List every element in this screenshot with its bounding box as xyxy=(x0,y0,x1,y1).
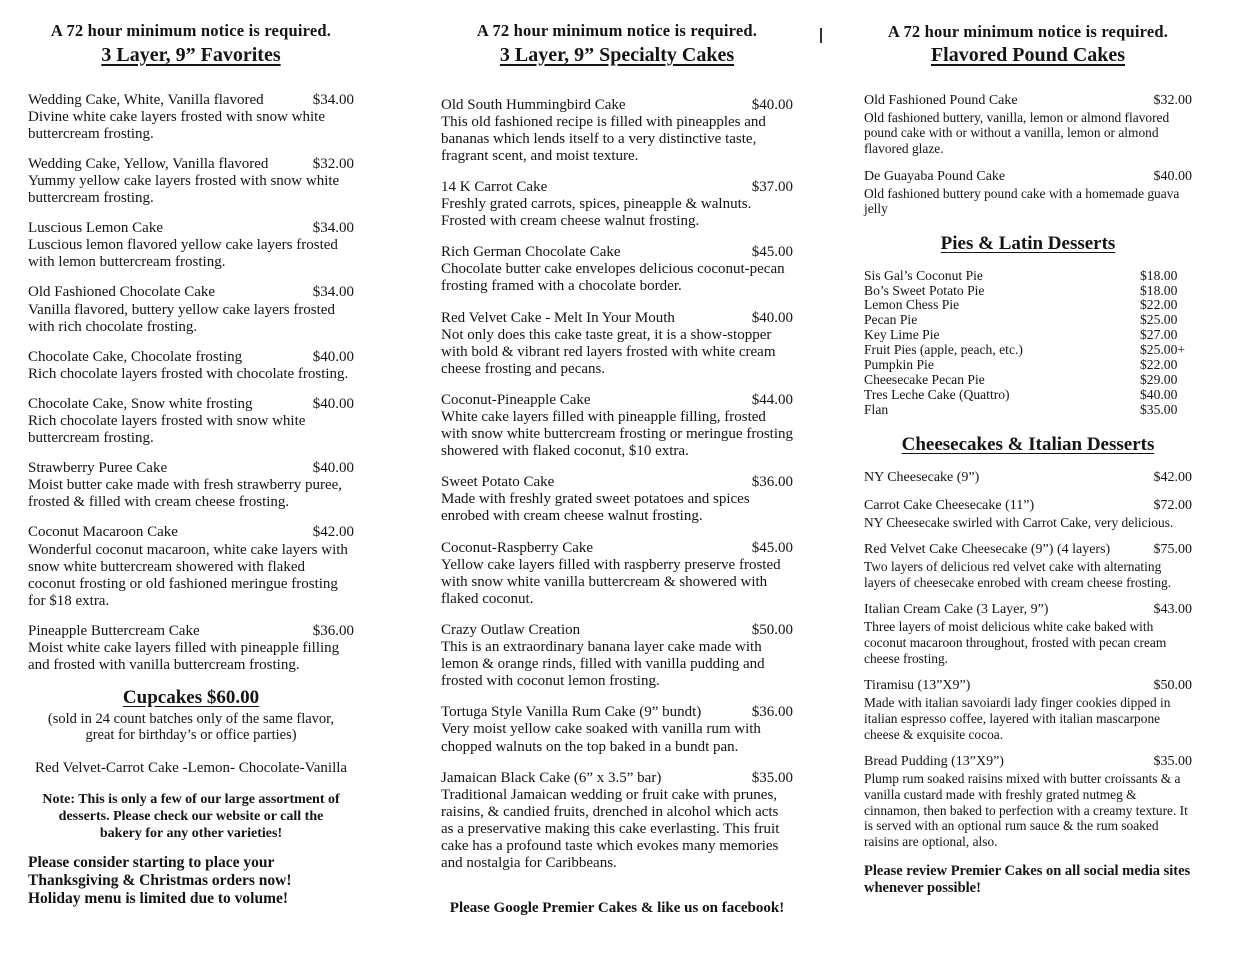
item-desc: White cake layers filled with pineapple filling, frosted with snow white buttercream frosting or meringue frosting showered with flaked coconut, $10 extra. xyxy=(441,409,794,460)
item-price: $45.00 xyxy=(751,244,793,261)
item-desc: Two layers of delicious red velvet cake with alternating layers of cheesecake enrobed with cream cheese frosting. xyxy=(864,558,1172,590)
menu-item xyxy=(864,358,1192,373)
item-row xyxy=(864,284,1192,299)
item-desc: This old fashioned recipe is filled with pineapples and bananas which lends itself to a very distinctive taste, fragrant scent, and moist texture. xyxy=(441,113,766,164)
pound-cakes-list xyxy=(864,93,1192,217)
item-desc: Old fashioned buttery pound cake with a homemade guava jelly xyxy=(864,185,1180,217)
specialty-list xyxy=(441,97,793,873)
menu-item xyxy=(441,704,793,755)
item-row xyxy=(864,93,1192,110)
menu-item xyxy=(864,602,1192,666)
item-price: $25.00+ xyxy=(1140,342,1186,358)
item-name: Coconut-Raspberry Cake xyxy=(441,539,594,556)
item-price: $36.00 xyxy=(751,704,793,721)
item-desc: Plump rum soaked raisins mixed with butter croissants & a vanilla custard made with freshly grated nutmeg & cinnamon, then baked to perfection with a creamy texture. It is served with an optional rum sauce & the rum soaked raisins are optional, also. xyxy=(864,770,1188,850)
item-row xyxy=(864,542,1192,559)
notice-text: A 72 hour minimum notice is required. xyxy=(476,21,758,40)
item-row xyxy=(28,349,354,366)
cupcakes-heading: Cupcakes $60.00 xyxy=(122,687,260,709)
item-name: De Guayaba Pound Cake xyxy=(864,169,1006,185)
cheesecakes-list xyxy=(864,470,1192,850)
item-price: $40.00 xyxy=(312,395,354,412)
item-price: $40.00 xyxy=(1140,387,1178,403)
item-row xyxy=(864,403,1192,418)
menu-item xyxy=(441,244,793,295)
item-desc: Freshly grated carrots, spices, pineapple & walnuts. Frosted with cream cheese walnut frosting. xyxy=(441,196,752,230)
item-row xyxy=(28,460,354,477)
item-name: Cheesecake Pecan Pie xyxy=(864,372,985,388)
item-price: $40.00 xyxy=(312,460,354,477)
item-desc: Chocolate butter cake envelopes delicious coconut-pecan frosting framed with a chocolate border. xyxy=(441,261,785,295)
assortment-note: Note: This is only a few of our large assortment of desserts. Please check our website or call the bakery for any other varieties! xyxy=(42,792,340,841)
item-price: $35.00 xyxy=(751,769,793,786)
item-price: $40.00 xyxy=(751,96,793,113)
item-name: Italian Cream Cake (3 Layer, 9”) xyxy=(864,602,1049,618)
item-row xyxy=(864,169,1192,186)
item-price: $50.00 xyxy=(1153,678,1192,694)
item-desc: Luscious lemon flavored yellow cake layers frosted with lemon buttercream frosting. xyxy=(28,237,338,271)
item-name: Red Velvet Cake Cheesecake (9”) (4 layers) xyxy=(864,542,1111,558)
column-pound-pies-cheesecakes xyxy=(864,22,1192,960)
menu-item xyxy=(864,678,1192,742)
item-price: $35.00 xyxy=(1140,402,1178,418)
item-price: $37.00 xyxy=(751,178,793,195)
menu-item xyxy=(864,328,1192,343)
facebook-note: Please Google Premier Cakes & like us on facebook! xyxy=(449,900,785,917)
item-row xyxy=(441,179,793,196)
item-row xyxy=(864,328,1192,343)
item-name: Chocolate Cake, Chocolate frosting xyxy=(28,348,243,365)
pound-cakes-heading: Flavored Pound Cakes xyxy=(930,44,1126,67)
item-name: Jamaican Black Cake (6” x 3.5” bar) xyxy=(441,769,662,786)
favorites-list xyxy=(28,92,354,675)
menu-item xyxy=(864,498,1192,530)
cupcakes-flavors: Red Velvet-Carrot Cake -Lemon- Chocolate-Vanilla xyxy=(34,759,348,776)
item-row xyxy=(28,623,354,640)
item-row xyxy=(441,540,793,557)
menu-item xyxy=(864,754,1192,850)
item-name: Strawberry Puree Cake xyxy=(28,460,168,477)
menu-item xyxy=(441,622,793,690)
menu-item xyxy=(864,313,1192,328)
menu-item xyxy=(864,298,1192,313)
item-desc: Rich chocolate layers frosted with snow white buttercream frosting. xyxy=(28,413,306,447)
menu-item xyxy=(441,179,793,230)
item-desc: Yellow cake layers filled with raspberry preserve frosted with snow white vanilla buttercream & showered with flaked coconut. xyxy=(441,556,781,607)
item-row xyxy=(441,392,793,409)
item-name: Coconut-Pineapple Cake xyxy=(441,391,591,408)
item-price: $29.00 xyxy=(1140,372,1178,388)
column-favorites xyxy=(28,22,354,960)
item-price: $36.00 xyxy=(751,474,793,491)
menu-item xyxy=(28,92,354,143)
item-name: Fruit Pies (apple, peach, etc.) xyxy=(864,342,1023,358)
item-price: $34.00 xyxy=(312,91,354,108)
item-desc: Rich chocolate layers frosted with chocolate frosting. xyxy=(28,365,349,382)
item-row xyxy=(864,373,1192,388)
item-price: $32.00 xyxy=(1153,93,1192,109)
menu-item xyxy=(28,623,354,674)
item-name: Lemon Chess Pie xyxy=(864,297,960,313)
holiday-line-2: Holiday menu is limited due to volume! xyxy=(28,890,289,908)
item-row xyxy=(864,470,1192,487)
item-price: $32.00 xyxy=(312,155,354,172)
menu-item xyxy=(864,343,1192,358)
cupcakes-subtitle: (sold in 24 count batches only of the same flavor, great for birthday’s or office parties) xyxy=(47,710,335,744)
item-price: $50.00 xyxy=(751,621,793,638)
item-price: $18.00 xyxy=(1140,282,1178,298)
item-row xyxy=(864,298,1192,313)
item-price: $43.00 xyxy=(1153,602,1192,618)
item-price: $40.00 xyxy=(1153,169,1192,185)
item-row xyxy=(864,343,1192,358)
item-name: Wedding Cake, White, Vanilla flavored xyxy=(28,91,264,108)
menu-item xyxy=(441,97,793,165)
item-row xyxy=(441,474,793,491)
holiday-note xyxy=(28,854,354,907)
item-price: $27.00 xyxy=(1140,327,1178,343)
item-name: Tortuga Style Vanilla Rum Cake (9” bundt) xyxy=(441,704,702,721)
menu-item xyxy=(28,220,354,271)
item-name: Old Fashioned Pound Cake xyxy=(864,93,1018,109)
item-row xyxy=(864,358,1192,373)
item-price: $75.00 xyxy=(1153,542,1192,558)
holiday-line-1: Please consider starting to place your Thanksgiving & Christmas orders now! xyxy=(28,854,292,890)
item-row xyxy=(864,754,1192,771)
column-specialty xyxy=(441,22,793,960)
item-name: Flan xyxy=(864,402,889,418)
item-name: NY Cheesecake (9”) xyxy=(864,469,980,485)
menu-item xyxy=(28,460,354,511)
menu-item xyxy=(441,770,793,873)
item-desc: Divine white cake layers frosted with snow white buttercream frosting. xyxy=(28,108,326,142)
pies-heading: Pies & Latin Desserts xyxy=(940,233,1116,255)
item-desc: Yummy yellow cake layers frosted with snow white buttercream frosting. xyxy=(28,172,340,207)
menu-item xyxy=(864,93,1192,157)
item-name: Chocolate Cake, Snow white frosting xyxy=(28,395,253,412)
cheesecakes-heading: Cheesecakes & Italian Desserts xyxy=(901,434,1155,456)
item-desc: Not only does this cake taste great, it is a show-stopper with bold & vibrant red layers frosted with white cream cheese frosting and pecans. xyxy=(441,326,776,377)
item-desc: Moist white cake layers filled with pineapple filling and frosted with vanilla buttercream frosting. xyxy=(28,640,340,674)
menu-item xyxy=(864,542,1192,590)
notice-text: A 72 hour minimum notice is required. xyxy=(50,21,332,40)
item-row xyxy=(441,310,793,327)
item-price: $35.00 xyxy=(1153,754,1192,770)
menu-item xyxy=(441,310,793,378)
item-row xyxy=(441,704,793,721)
item-desc: This is an extraordinary banana layer cake made with lemon & orange rinds, filled with vanilla pudding and frosted with coconut lemon frosting. xyxy=(441,639,765,690)
item-name: Rich German Chocolate Cake xyxy=(441,244,621,261)
item-row xyxy=(864,678,1192,695)
item-desc: Wonderful coconut macaroon, white cake layers with snow white buttercream showered with flaked coconut frosting or old fashioned meringue frosting for $18 extra. xyxy=(28,541,348,609)
favorites-heading: 3 Layer, 9” Favorites xyxy=(101,43,281,66)
item-row xyxy=(28,220,354,237)
menu-item xyxy=(28,156,354,207)
item-price: $34.00 xyxy=(312,220,354,237)
item-price: $18.00 xyxy=(1140,267,1178,283)
item-desc: Moist butter cake made with fresh strawberry puree, frosted & filled with cream cheese frosting. xyxy=(28,477,343,511)
menu-item xyxy=(28,284,354,335)
item-row xyxy=(28,284,354,301)
item-name: Bo’s Sweet Potato Pie xyxy=(864,282,985,298)
item-desc: Made with freshly grated sweet potatoes and spices enrobed with cream cheese walnut frosting. xyxy=(441,491,750,525)
item-row xyxy=(864,498,1192,515)
menu-item xyxy=(864,388,1192,403)
menu-item xyxy=(441,392,793,460)
item-name: 14 K Carrot Cake xyxy=(441,178,548,195)
item-row xyxy=(28,396,354,413)
menu-item xyxy=(28,396,354,447)
item-name: Wedding Cake, Yellow, Vanilla flavored xyxy=(28,155,269,172)
item-name: Carrot Cake Cheesecake (11”) xyxy=(864,498,1035,514)
item-price: $44.00 xyxy=(751,391,793,408)
item-name: Pumpkin Pie xyxy=(864,357,934,373)
item-name: Key Lime Pie xyxy=(864,327,940,343)
item-row xyxy=(441,97,793,114)
item-price: $40.00 xyxy=(312,348,354,365)
item-name: Pecan Pie xyxy=(864,312,918,328)
item-row xyxy=(864,269,1192,284)
menu-item xyxy=(864,284,1192,299)
item-price: $22.00 xyxy=(1140,357,1178,373)
item-price: $72.00 xyxy=(1153,498,1192,514)
item-name: Crazy Outlaw Creation xyxy=(441,621,581,638)
item-price: $42.00 xyxy=(312,524,354,541)
item-name: Sis Gal’s Coconut Pie xyxy=(864,267,983,283)
item-row xyxy=(864,602,1192,619)
item-name: Bread Pudding (13”X9”) xyxy=(864,754,1004,770)
item-name: Tiramisu (13”X9”) xyxy=(864,678,971,694)
menu-item xyxy=(864,169,1192,217)
item-row xyxy=(28,92,354,109)
item-name: Old South Hummingbird Cake xyxy=(441,96,626,113)
item-name: Red Velvet Cake - Melt In Your Mouth xyxy=(441,309,675,326)
item-desc: Very moist yellow cake soaked with vanilla rum with chopped walnuts on the top baked in a bundt pan. xyxy=(441,721,761,755)
item-desc: Three layers of moist delicious white cake baked with coconut macaroon throughout, frosted with pecan cream cheese frosting. xyxy=(864,619,1167,666)
item-name: Coconut Macaroon Cake xyxy=(28,524,178,541)
item-price: $42.00 xyxy=(1153,469,1192,485)
notice-text: A 72 hour minimum notice is required. xyxy=(887,22,1169,41)
item-name: Sweet Potato Cake xyxy=(441,474,555,491)
menu-item xyxy=(441,474,793,525)
item-row xyxy=(441,244,793,261)
menu-item xyxy=(28,524,354,609)
pies-list xyxy=(864,269,1192,419)
item-name: Luscious Lemon Cake xyxy=(28,220,163,237)
menu-item xyxy=(864,269,1192,284)
item-desc: Old fashioned buttery, vanilla, lemon or almond flavored pound cake with or without a vanilla, lemon or almond flavored glaze. xyxy=(864,109,1170,157)
specialty-heading: 3 Layer, 9” Specialty Cakes xyxy=(499,43,735,66)
item-name: Old Fashioned Chocolate Cake xyxy=(28,284,216,301)
item-desc: NY Cheesecake swirled with Carrot Cake, very delicious. xyxy=(864,514,1174,530)
item-desc: Vanilla flavored, buttery yellow cake layers frosted with rich chocolate frosting. xyxy=(28,301,335,335)
item-name: Tres Leche Cake (Quattro) xyxy=(864,387,1010,403)
menu-item xyxy=(441,540,793,608)
item-row xyxy=(864,313,1192,328)
item-row xyxy=(28,156,354,173)
item-desc: Traditional Jamaican wedding or fruit cake with prunes, raisins, & candied fruits, drenched in alcohol which acts as a preservative making this cake everlasting. This fruit cake has a profound taste which evokes many memories and nostalgia for Caribbeans. xyxy=(441,786,780,872)
menu-item xyxy=(864,373,1192,388)
item-row xyxy=(864,388,1192,403)
item-price: $45.00 xyxy=(751,539,793,556)
social-media-note: Please review Premier Cakes on all social media sites whenever possible! xyxy=(864,862,1191,897)
menu-item xyxy=(28,349,354,383)
item-row xyxy=(441,770,793,787)
item-row xyxy=(28,524,354,541)
menu-item xyxy=(864,470,1192,487)
item-row xyxy=(441,622,793,639)
menu-item xyxy=(864,403,1192,418)
item-name: Pineapple Buttercream Cake xyxy=(28,622,200,639)
item-desc: Made with italian savoiardi lady finger cookies dipped in italian espresso coffee, layered with italian mascarpone cheese & exquisite cocoa. xyxy=(864,694,1171,742)
fold-mark xyxy=(820,28,822,43)
item-price: $36.00 xyxy=(312,622,354,639)
item-price: $40.00 xyxy=(751,309,793,326)
item-price: $25.00 xyxy=(1140,312,1178,328)
item-price: $22.00 xyxy=(1140,297,1178,313)
item-price: $34.00 xyxy=(312,284,354,301)
